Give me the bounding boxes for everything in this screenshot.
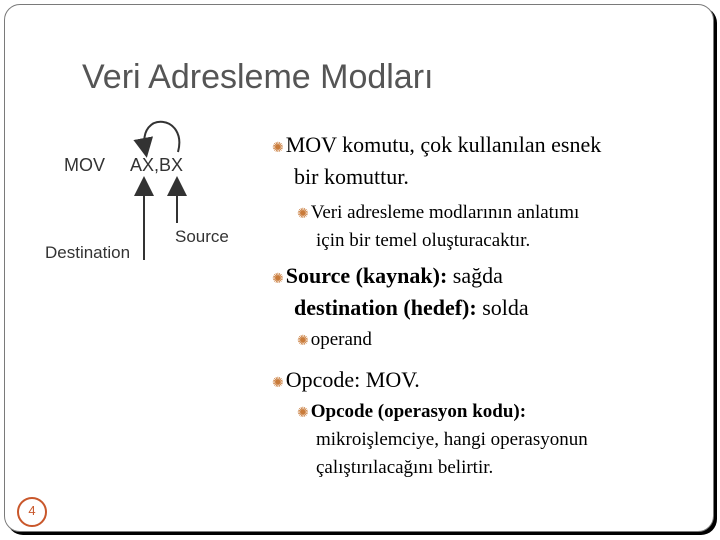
bullet-3-sub-cont: mikroişlemciye, hangi operasyonun: [316, 429, 588, 450]
bullet-glyph-icon: ✺: [297, 334, 309, 349]
bullet-glyph-icon: ✺: [272, 141, 284, 156]
curved-arrow: [144, 122, 179, 152]
operands-label: AX,BX: [130, 155, 184, 175]
source-label: Source: [175, 227, 229, 246]
bullet-1-sub-cont: için bir temel oluşturacaktır.: [316, 230, 531, 251]
page-number: 4: [28, 503, 36, 518]
bullet-1-cont: bir komuttur.: [294, 164, 409, 189]
bullet-3-sub: ✺ Opcode (operasyon kodu):: [297, 401, 527, 422]
bullet-1-sub: ✺ Veri adresleme modlarının anlatımı: [297, 202, 580, 223]
mov-diagram: [0, 0, 270, 280]
slide-title: Veri Adresleme Modları: [82, 58, 434, 96]
bullet-glyph-icon: ✺: [297, 207, 309, 222]
bullet-glyph-icon: ✺: [272, 272, 284, 287]
bullet-glyph-icon: ✺: [297, 406, 309, 421]
destination-label: Destination: [45, 243, 131, 262]
bullet-3: ✺Opcode: MOV.: [272, 367, 420, 392]
bullet-2-cont: destination (hedef): solda: [294, 295, 529, 320]
bullet-1: ✺MOV komutu, çok kullanılan esnek: [272, 132, 602, 157]
bullet-2: ✺Source (kaynak): sağda: [272, 263, 503, 288]
bullet-glyph-icon: ✺: [272, 376, 284, 391]
page-number-badge: [17, 497, 47, 527]
bullet-3-sub-cont2: çalıştırılacağını belirtir.: [316, 457, 494, 478]
mov-label: MOV: [64, 155, 106, 175]
bullet-2-sub: ✺ operand: [297, 329, 372, 350]
